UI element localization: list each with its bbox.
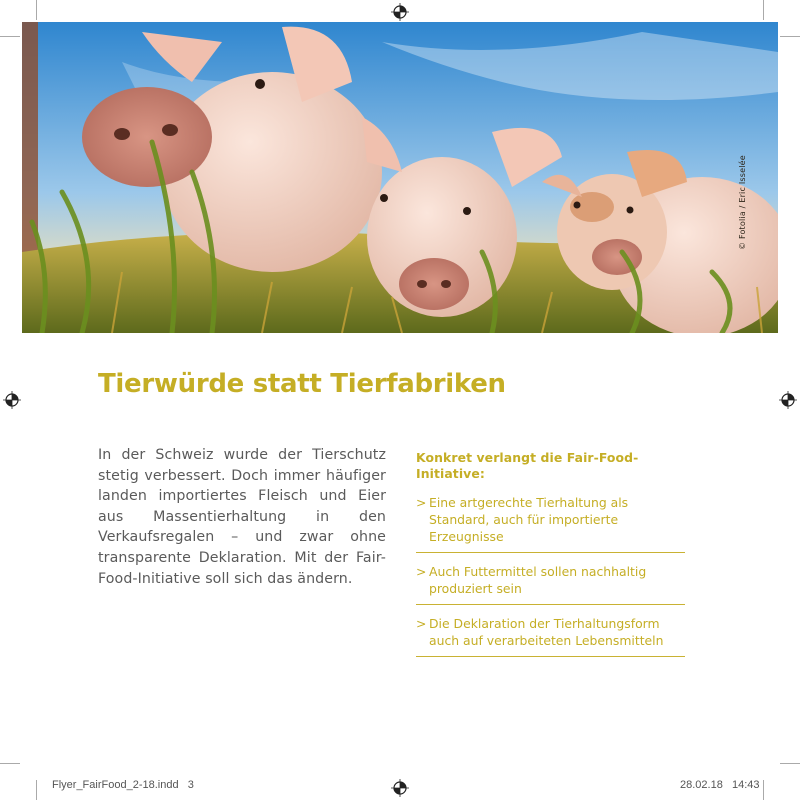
demands-box bbox=[416, 450, 685, 663]
registration-mark-left bbox=[3, 391, 21, 409]
intro-paragraph: In der Schweiz wurde der Tierschutz stetig verbessert. Doch immer häufiger landen importiertes Fleisch und Eier aus Massentierhaltung in den Verkaufsregalen – und zwar ohne transparente Deklaration. Mit der Fair-Food-Initiative soll sich das ändern. bbox=[98, 447, 386, 587]
chevron-right-icon: > bbox=[416, 495, 427, 510]
slug-datetime: 28.02.18 14:43 bbox=[680, 779, 760, 791]
page-title: Tierwürde statt Tierfabriken bbox=[98, 369, 506, 399]
demands-list bbox=[416, 490, 685, 657]
photo-credit: © Fotolia / Eric Isselée bbox=[738, 155, 747, 250]
chevron-right-icon: > bbox=[416, 616, 427, 631]
demand-text: Eine artgerechte Tierhaltung als Standard, auch für importierte Erzeugnisse bbox=[429, 495, 629, 544]
registration-mark-bottom bbox=[391, 779, 409, 797]
demands-title: Konkret verlangt die Fair-Food-Initiative: bbox=[416, 450, 639, 481]
piglets-photo bbox=[22, 22, 778, 333]
demand-item bbox=[416, 611, 685, 657]
demand-item bbox=[416, 490, 685, 553]
demand-item bbox=[416, 559, 685, 605]
chevron-right-icon: > bbox=[416, 564, 427, 579]
slug-filename: Flyer_FairFood_2-18.indd 3 bbox=[52, 779, 194, 791]
registration-mark-top bbox=[391, 3, 409, 21]
piglets-illustration bbox=[22, 22, 778, 333]
registration-mark-right bbox=[779, 391, 797, 409]
demand-text: Auch Futtermittel sollen nachhaltig produziert sein bbox=[429, 564, 647, 596]
demand-text: Die Deklaration der Tierhaltungsform auch auf verarbeiteten Lebensmitteln bbox=[429, 616, 664, 648]
